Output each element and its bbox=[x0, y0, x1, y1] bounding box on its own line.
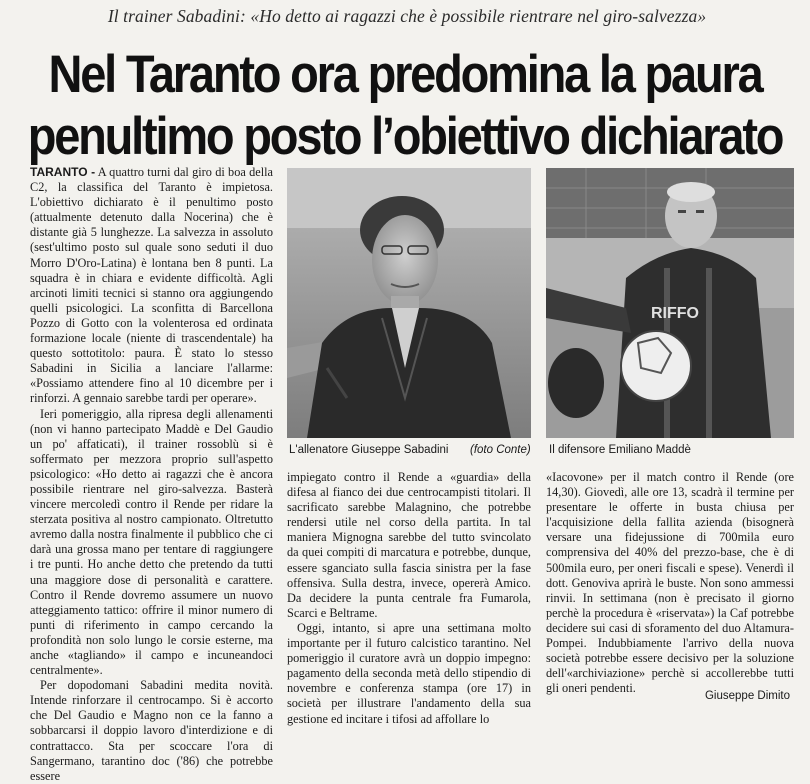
article-column-middle bbox=[287, 470, 531, 726]
paragraph-text: A quattro turni dal giro di boa della C2, la classifica del Taranto è impietosa. L'obiettivo dichiarato è il penultimo posto (attualmente detenuto dalla Nocerina) che è distante già 5 lunghezze. La salvezza in assoluto (sest'ultimo posto sul quale sono seduti il duo Morro D'Oro-Latina) è lontana ben 8 punti. La squadra è in chiara e evidente difficoltà. Agli arcinoti limiti tecnici si stanno ora aggiungendo quelli psicologici. La sconfitta di Barcellona Pozzo di Gotto con la volenterosa ed ordinata formazione locale (niente di trascendentale) ha questo sottotitolo: paura. È stato lo stesso Sabadini in Sicilia a lanciare l'allarme: «Possiamo attendere fino al 10 dicembre per i rinforzi. A gennaio sarebbe tardi per operare». bbox=[30, 165, 273, 406]
headline-line-1: Nel Taranto ora predomina la paura bbox=[48, 43, 762, 104]
kicker: Il trainer Sabadini: «Ho detto ai ragazzi che è possibile rientrare nel giro-salvezza» bbox=[107, 6, 707, 26]
byline: Giuseppe Dimito bbox=[704, 690, 790, 702]
article-column-left bbox=[30, 165, 273, 783]
photo-defender bbox=[546, 168, 794, 438]
photo-caption-coach: L'allenatore Giuseppe Sabadini bbox=[289, 444, 449, 456]
photo-credit: (foto Conte) bbox=[470, 444, 531, 456]
paragraph: impiegato contro il Rende a «guardia» della difesa al fianco dei due centrocampisti titolari. Il sacrificato sarebbe Malagnino, che potrebbe rendersi utile nel corso della partita. In tal maniera Mignogna sarebbe del tutto svincolato da quei compiti di marcatura e potrebbe, dunque, essere sganciato sulla fascia sinistra per la fase offensiva. Sulla destra, invece, opererà Amico. Da decidere la punta centrale fra Fumarola, Scarci e Beltrame. bbox=[287, 470, 531, 620]
dateline: TARANTO - bbox=[30, 165, 96, 179]
photo-caption-defender: Il difensore Emiliano Maddè bbox=[549, 444, 691, 456]
paragraph bbox=[30, 165, 273, 407]
photo-coach bbox=[287, 168, 531, 438]
jersey-text: RIFFO bbox=[651, 305, 699, 322]
headline-line-2: penultimo posto l’obiettivo dichiarato bbox=[27, 105, 783, 166]
paragraph: Oggi, intanto, si apre una settimana molto importante per il futuro calcistico tarantino. Nel pomeriggio il curatore avrà un doppio impegno: pagamento della seconda metà dello stipendio di novembre e conferenza stampa (ore 17) in società per illustrare l'andamento della sua gestione ed incitare i tifosi ad affollare lo bbox=[287, 620, 531, 726]
paragraph: Per dopodomani Sabadini medita novità. Intende rinforzare il centrocampo. Si è accorto che Del Gaudio e Magno non ce la fanno a sobbarcarsi il doppio lavoro d'interdizione e di contrattacco. Sta per scoccare l'ora di Sangermano, tarantino doc ('86) che potrebbe essere bbox=[30, 678, 273, 783]
paragraph: «Iacovone» per il match contro il Rende (ore 14,30). Giovedì, alle ore 13, scadrà il termine per presentare le offerte in busta chiusa per l'acquisizione della fallita azienda (bisognerà versare una fidejussione di 700mila euro comprensiva del 40% del prezzo-base, che è di 500mila euro, per oneri fiscali e spese). Venerdì il dott. Genoviva aprirà le buste. Non sono ammessi rinvii. In settimana (non è precisato il giorno perchè la procedura è «riservata») la Caf potrebbe decidere sui casi di sforamento del duo Altamura-Pompei. Indubbiamente l'arrivo della nuova società potrebbe essere decisivo per la soluzione dell'«archiviazione» perchè si accollerebbe tutti gli oneri pendenti. bbox=[546, 470, 794, 696]
paragraph: Ieri pomeriggio, alla ripresa degli allenamenti (non vi hanno partecipato Maddè e Del Gaudio un po' affaticati), il trainer rossoblù si è soffermato per mezzora proprio sull'aspetto psicologico: «Ho detto ai ragazzi che è ancora possibile rientrare nel giro-salvezza. Basterà vincere mercoledì contro il Rende per ridare la sterzata positiva al nostro campionato. Oltretutto avremo dalla nostra finalmente il pubblico che ci darà una grossa mano per tentare di raggiungere i tre punti. Ho anche detto che pretendo da tutti una maggiore dose di personalità e carattere. Contro il Rende dovremo assumere un nuovo atteggiamento tattico: offrire il minor numero di punti di riferimento in campo cercando la profondità non solo lungo le corsie esterne, ma anche «tagliando» il campo e incuneandoci centralmente». bbox=[30, 406, 273, 678]
